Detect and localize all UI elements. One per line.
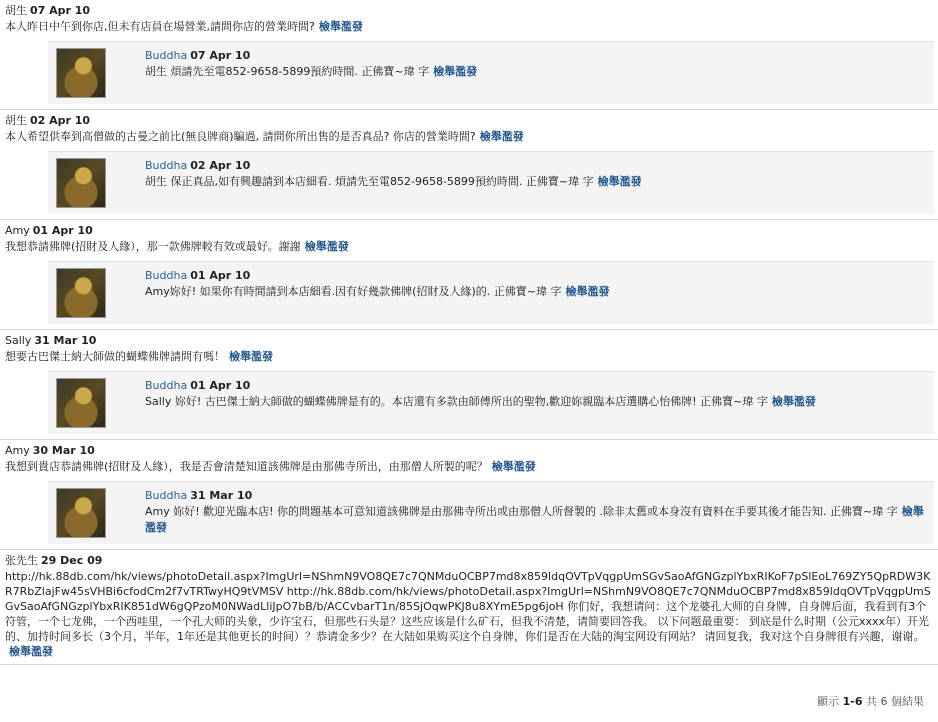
comment-author: Amy — [5, 224, 30, 237]
comment-text: 本人希望供奉到高僧做的古曼之前比(無良牌商)騙過, 請問你所出售的是否真品? 你店的營業時間? — [5, 130, 476, 143]
comment-author: 张先生 — [5, 554, 38, 567]
reply-text: Amy 妳好! 歡迎光臨本店! 你的問題基本可意知道該佛牌是由那佛寺所出或由那僧人所督製的 .除非太舊或本身沒有資料在手要其後才能告知. 正佛寶~瑋 字 — [145, 505, 898, 518]
comment-text: 想要古巴傑士納大師做的蝴蝶佛牌請問有嗎！ — [5, 350, 225, 363]
comment-date: 01 Apr 10 — [32, 224, 93, 237]
buddha-avatar — [56, 158, 106, 208]
reply-date: 31 Mar 10 — [190, 489, 253, 502]
comment-author: Sally — [5, 334, 32, 347]
buddha-avatar — [56, 268, 106, 318]
comment-thread — [0, 330, 938, 440]
report-spam-link[interactable]: 檢舉濫發 — [318, 20, 363, 33]
reply-date: 02 Apr 10 — [190, 159, 251, 172]
reply-text: 胡生 保正真品,如有興趣請到本店細看. 煩請先至電852-9658-5899預約時間. 正佛寶~瑋 字 — [145, 175, 594, 188]
reply-box — [48, 151, 934, 214]
comment-author: 胡生 — [5, 4, 27, 17]
reply-box — [48, 261, 934, 324]
report-spam-link[interactable]: 檢舉濫發 — [771, 395, 816, 408]
reply-box — [48, 481, 934, 544]
reply-date: 01 Apr 10 — [190, 379, 251, 392]
reply-date: 01 Apr 10 — [190, 269, 251, 282]
reply-author: Buddha — [145, 49, 188, 62]
reply-author: Buddha — [145, 379, 188, 392]
comment-date: 30 Mar 10 — [32, 444, 95, 457]
comment-author: 胡生 — [5, 114, 27, 127]
results-count: 顯示 1-6 共 6 個結果 — [817, 695, 924, 708]
buddha-avatar — [56, 48, 106, 98]
report-spam-link[interactable]: 檢舉濫發 — [491, 460, 536, 473]
comment-date: 31 Mar 10 — [34, 334, 97, 347]
comment-text: 本人昨日中午到你店,但未有店員在場營業,請問你店的營業時間? — [5, 20, 315, 33]
reply-author: Buddha — [145, 159, 188, 172]
comment-thread — [0, 220, 938, 330]
reply-box — [48, 41, 934, 104]
comment-thread — [0, 550, 938, 665]
reply-date: 07 Apr 10 — [190, 49, 251, 62]
comment-text: 我想恭請佛牌(招財及人緣），那一款佛牌較有效或最好。謝謝 — [5, 240, 301, 253]
report-spam-link[interactable]: 檢舉濫發 — [9, 645, 53, 658]
report-spam-link[interactable]: 檢舉濫發 — [433, 65, 478, 78]
reply-text: 胡生 煩請先至電852-9658-5899預約時間. 正佛寶~瑋 字 — [145, 65, 430, 78]
comment-date: 02 Apr 10 — [30, 114, 91, 127]
report-spam-link[interactable]: 檢舉濫發 — [304, 240, 349, 253]
report-spam-link[interactable]: 檢舉濫發 — [229, 350, 273, 363]
comment-thread — [0, 110, 938, 220]
buddha-avatar — [56, 488, 106, 538]
reply-author: Buddha — [145, 489, 188, 502]
comment-author: Amy — [5, 444, 30, 457]
comment-thread — [0, 440, 938, 550]
report-spam-link[interactable]: 檢舉濫發 — [145, 505, 924, 534]
reply-text: Amy妳好! 如果你有時間請到本店細看.因有好幾款佛牌(招財及人緣)的. 正佛寶~瑋 字 — [145, 285, 562, 298]
comment-thread — [0, 0, 938, 110]
reply-box — [48, 371, 934, 434]
comment-text: 我想到貴店恭請佛牌(招財及人緣），我是否會清楚知道該佛牌是由那佛寺所出，由那僧人所製的呢？ — [5, 460, 488, 473]
buddha-avatar — [56, 378, 106, 428]
comment-date: 07 Apr 10 — [30, 4, 91, 17]
reply-author: Buddha — [145, 269, 188, 282]
report-spam-link[interactable]: 檢舉濫發 — [597, 175, 642, 188]
report-spam-link[interactable]: 檢舉濫發 — [565, 285, 610, 298]
reply-text: Sally 妳好! 古巴傑士納大師做的蝴蝶佛牌是有的。本店還有多款由師傅所出的聖物,歡迎妳親臨本店選購心怡佛牌! 正佛寶~瑋 字 — [145, 395, 768, 408]
comment-date: 29 Dec 09 — [41, 554, 103, 567]
report-spam-link[interactable]: 檢舉濫發 — [479, 130, 524, 143]
comment-text: http://hk.88db.com/hk/views/photoDetail.aspx?ImgUrl=NShmN9VO8QE7c7QNMduOCBP7md8x859ldqOVTpVqgpUmSGvSaoAfGNGzplYbxRIKoF7pSlEoL769ZY5QpRDW3KR7RbZlajFw45sVHBi6cfodCm2f7vTRTwyHQ9tVMSV http://hk.88db.com/hk/views/photoDetail.aspx?ImgUrl=NShmN9VO8QE7c7QNMduOCBP7md8x859ldqOVTpVqgpUmSGvSaoAfGNGzplYbxRIK851dW6gQPzoM0NWadLliJpO7bB/b/ACCvbarT1n/85SjOqwPKJ8u8XYmE5pg6joH 你们好，我想请问：这个龙婆孔大师的自身牌，自身牌后面，我看到有3个符管，一个七龙佛，一个西哇里，一个孔大师的头象，少许宝石，但那些石头是？这些应该是什么矿石，但我不清楚，请简要回答我。 以下问题最重要： 到底是什么时期（公元xxxx年）开光的、加持时间多长（3个月，半年，1年还是其他更长的时间）？恭请金多少？在大陆如果购买这个自身牌，你们是否在大陆的淘宝网设有网站？ 请回复我，我对这个自身牌很有兴趣，谢谢。 — [5, 570, 931, 643]
